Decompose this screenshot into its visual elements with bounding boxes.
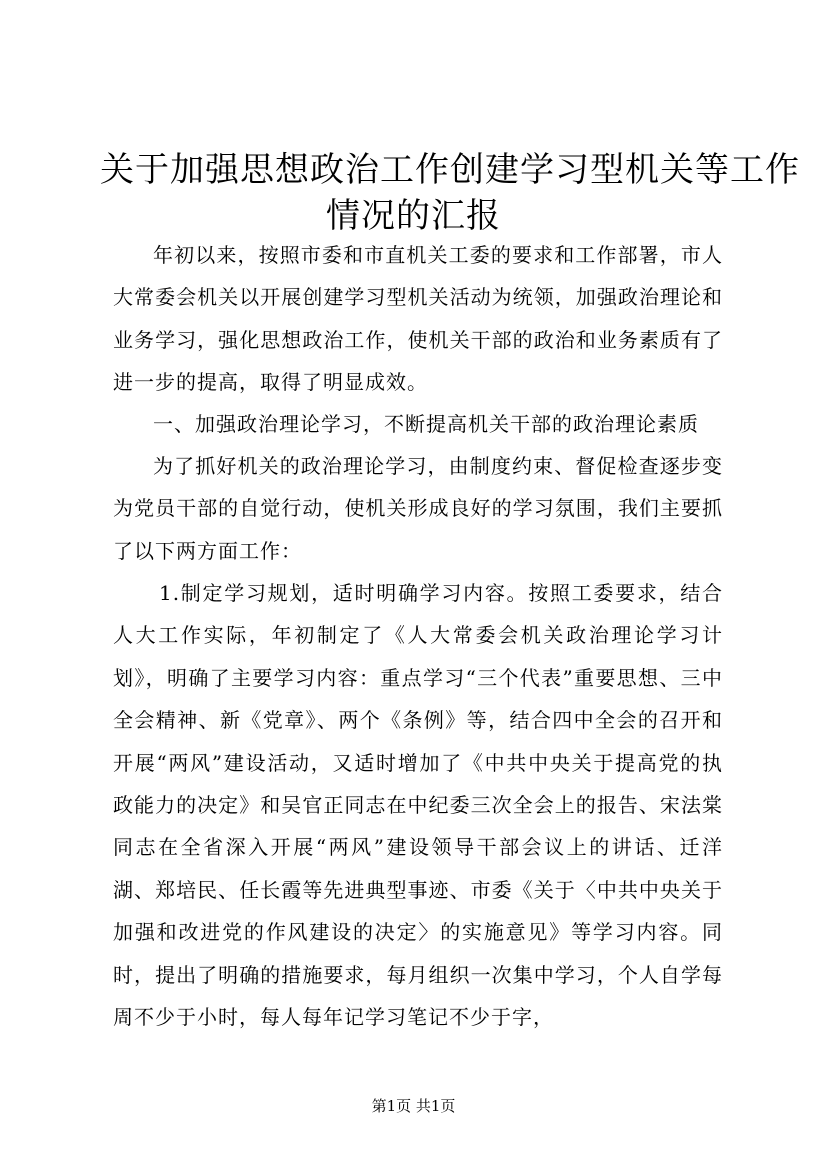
document-title-line-1: 关于加强思想政治工作创建学习型机关等工作: [100, 150, 800, 190]
intro-paragraph: 年初以来，按照市委和市直机关工委的要求和工作部署，市人大常委会机关以开展创建学习型机关活动为统领，加强政治理论和业务学习，强化思想政治工作，使机关干部的政治和业务素质有了进一步的提高，取得了明显成效。: [113, 243, 723, 395]
document-title-line-2: 情况的汇报: [326, 196, 501, 236]
section-heading-1: 一、加强政治理论学习，不断提高机关干部的政治理论素质: [153, 412, 699, 436]
page-footer: 第1页 共1页: [371, 1097, 456, 1115]
body-paragraph-2: 为了抓好机关的政治理论学习，由制度约束、督促检查逐步变为党员干部的自觉行动，使机关形成良好的学习氛围，我们主要抓了以下两方面工作：: [113, 454, 723, 563]
body-paragraph-3: 1.制定学习规划，适时明确学习内容。按照工委要求，结合人大工作实际，年初制定了《人大常委会机关政治理论学习计划》，明确了主要学习内容：重点学习“三个代表”重要思想、三中全会精神、新《党章》、两个《条例》等，结合四中全会的召开和开展“两风”建设活动，又适时增加了《中共中央关于提高党的执政能力的决定》和吴官正同志在中纪委三次全会上的报告、宋法棠同志在全省深入开展“两风”建设领导干部会议上的讲话、迁洋湖、郑培民、任长霞等先进典型事迹、市委《关于〈中共中央关于加强和改进党的作风建设的决定〉的实施意见》等学习内容。同时，提出了明确的措施要求，每月组织一次集中学习，个人自学每周不少于小时，每人每年记学习笔记不少于字，: [113, 581, 723, 1030]
